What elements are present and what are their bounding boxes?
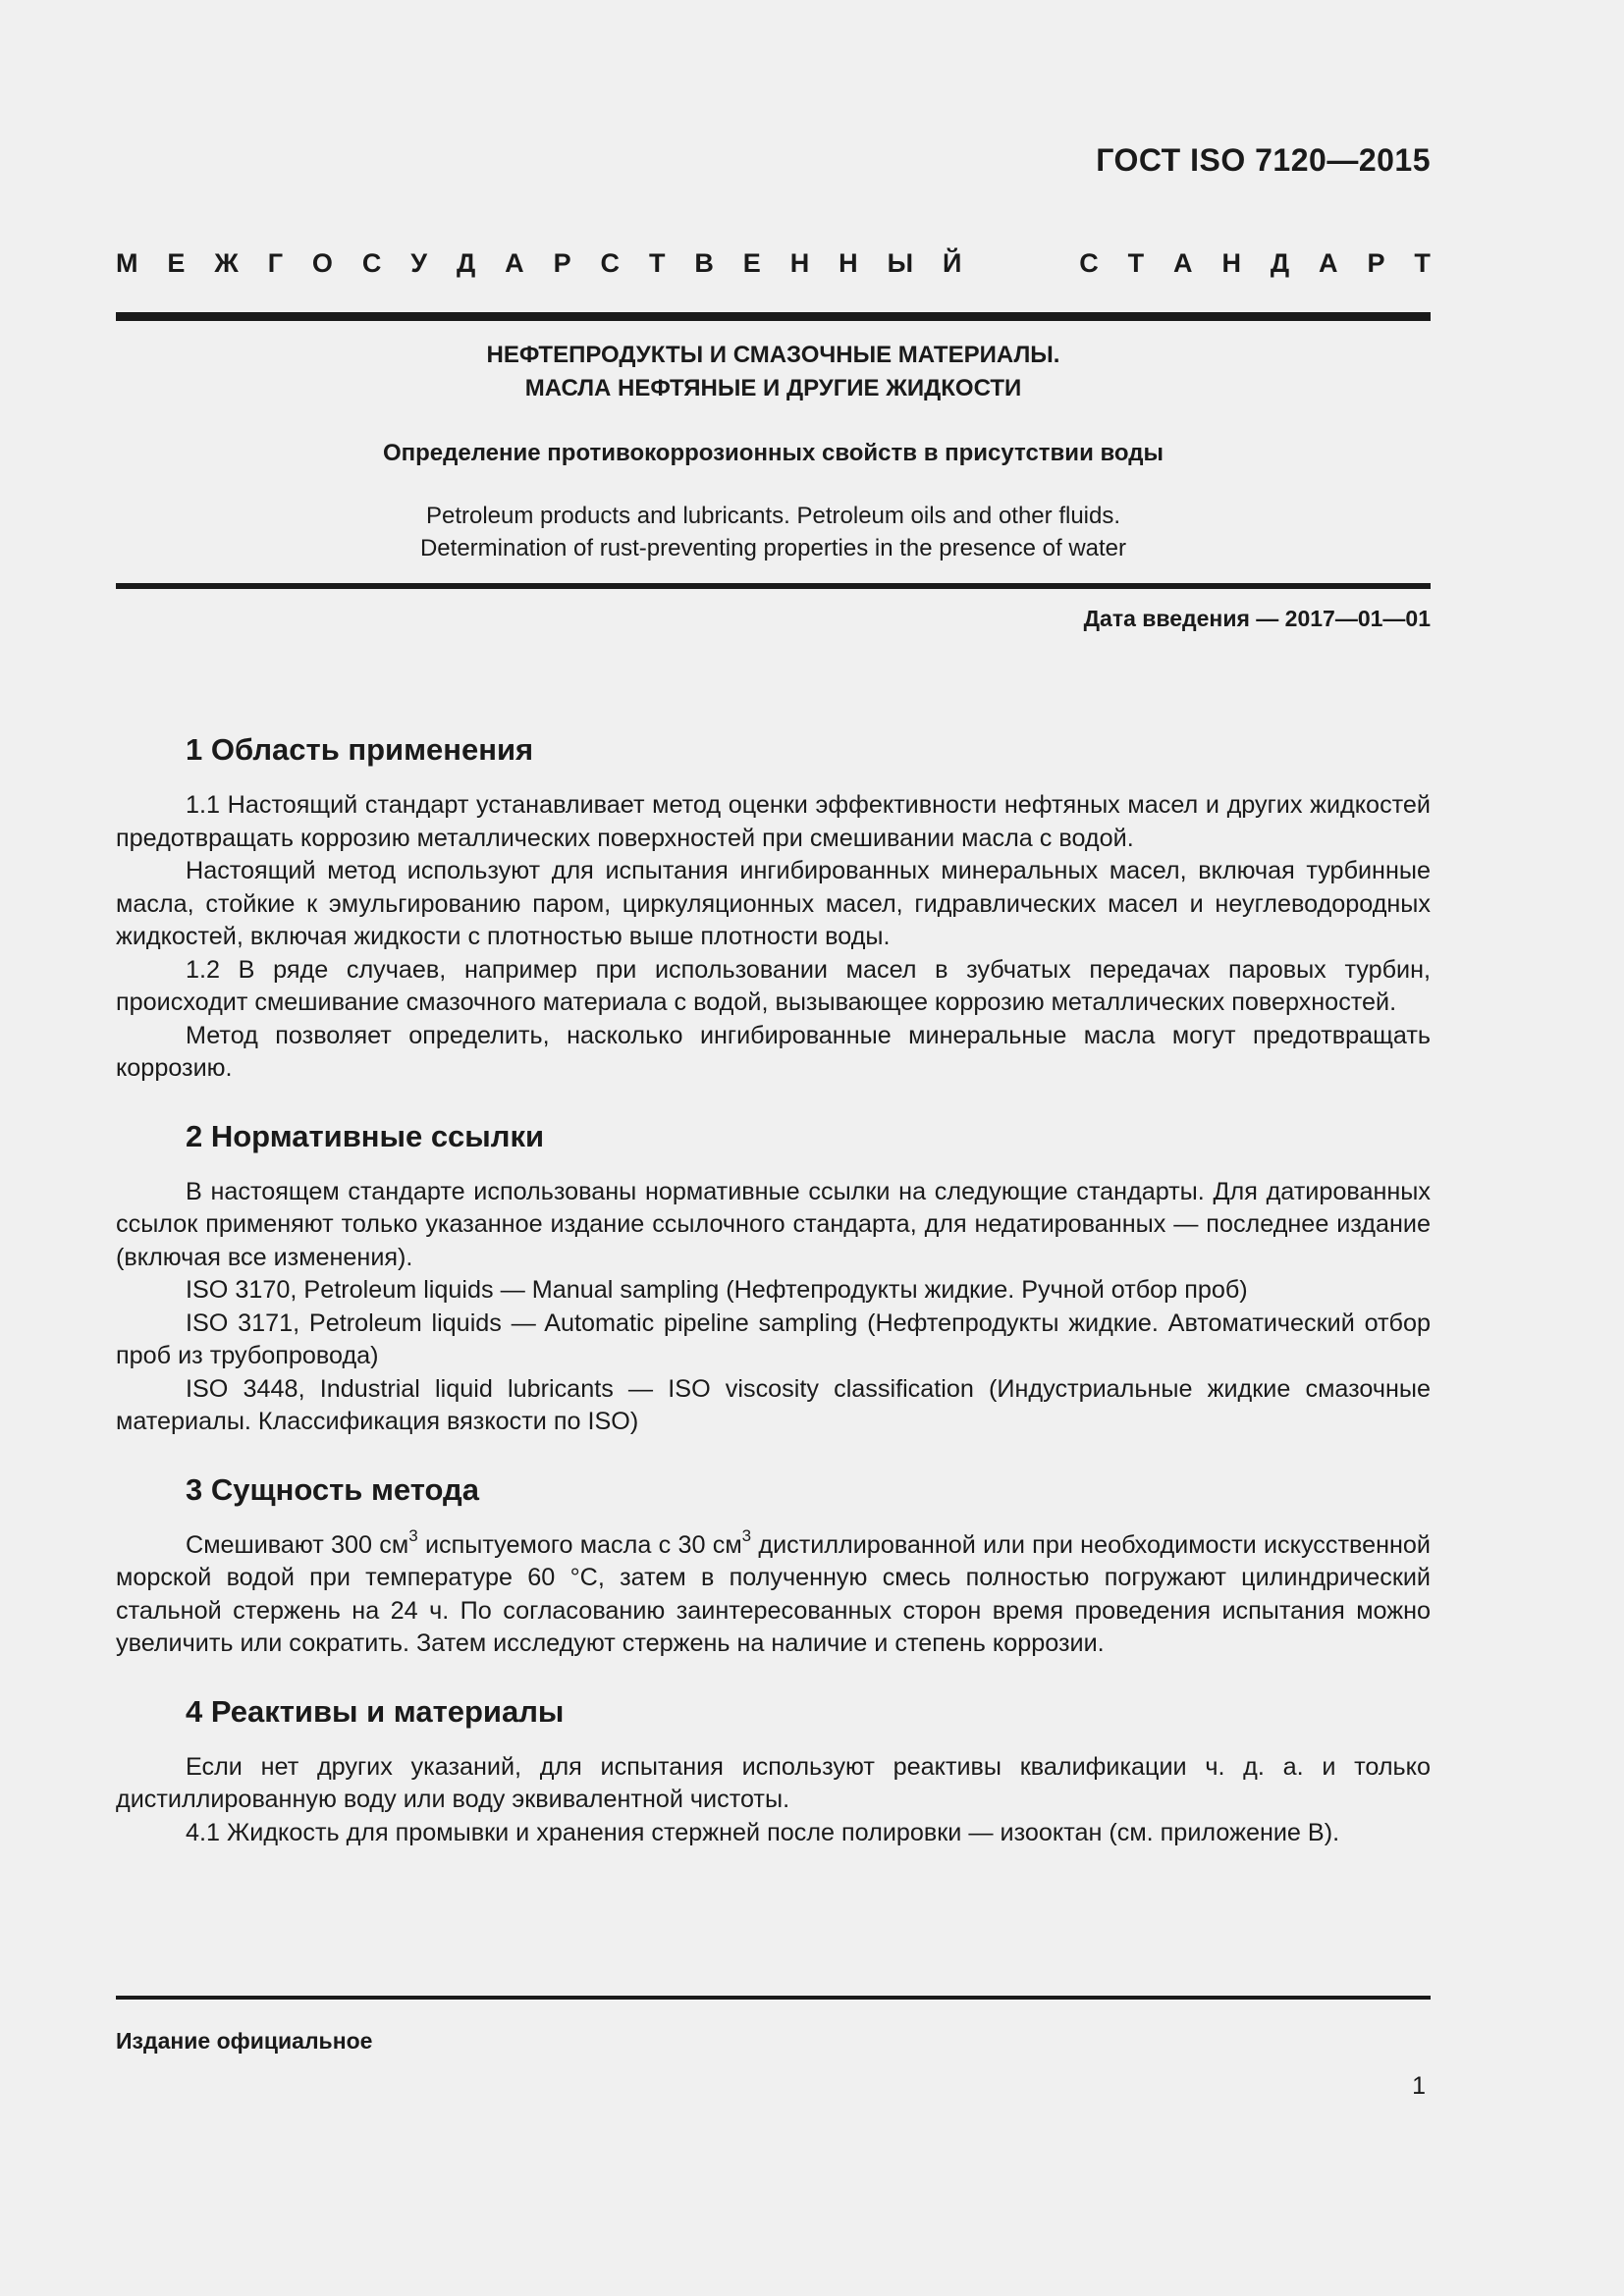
page-number: 1 — [1412, 2072, 1426, 2100]
paragraph: 1.2 В ряде случаев, например при использовании масел в зубчатых передачах паровых турбин, происходит смешивание смазочного материала с водой, вызывающее коррозию металлических поверхностей. — [116, 955, 1431, 1016]
section-heading: 2 Нормативные ссылки — [186, 1118, 545, 1153]
standard-type-letter: С — [361, 248, 382, 278]
document-title-ru — [116, 339, 1431, 405]
text-run: испытуемого масла с 30 см — [417, 1530, 742, 1559]
reference-item: ISO 3171, Petroleum liquids — Automatic pipeline sampling (Нефтепродукты жидкие. Автоматический отбор проб из трубопровода) — [116, 1308, 1431, 1369]
introduction-date: Дата введения — 2017—01—01 — [1083, 606, 1431, 631]
word-gap — [991, 245, 1050, 281]
standard-type-letter: А — [1173, 248, 1193, 278]
top-divider — [116, 312, 1431, 321]
standard-type-letter: У — [410, 248, 428, 278]
section-heading: 3 Сущность метода — [186, 1471, 479, 1507]
paragraph: Если нет других указаний, для испытания используют реактивы квалификации ч. д. а. и только дистиллированную воду или воду эквивалентной чистоты. — [116, 1752, 1431, 1813]
reference-item: ISO 3448, Industrial liquid lubricants — ISO viscosity classification (Индустриальные жидкие смазочные материалы. Классификация вязкости по ISO) — [116, 1374, 1431, 1435]
standard-type-letter: Т — [1414, 248, 1431, 278]
standard-type-letter: А — [505, 248, 524, 278]
section-method-essence — [116, 1468, 1431, 1661]
standard-type-letter: Д — [457, 248, 476, 278]
title-divider — [116, 583, 1431, 589]
footer-divider — [116, 1996, 1431, 2000]
paragraph: 1.1 Настоящий стандарт устанавливает метод оценки эффективности нефтяных масел и других жидкостей предотвращать коррозию металлических поверхностей при смешивании масла с водой. — [116, 791, 1431, 852]
standard-type-letter: Р — [553, 248, 571, 278]
standard-type-heading — [116, 245, 1431, 281]
standard-type-letter: С — [1079, 248, 1099, 278]
standard-type-letter: Т — [1127, 248, 1145, 278]
title-ru-line: МАСЛА НЕФТЯНЫЕ И ДРУГИЕ ЖИДКОСТИ — [524, 375, 1022, 401]
title-en-line: Petroleum products and lubricants. Petroleum oils and other fluids. — [425, 503, 1121, 529]
standard-type-letter: О — [311, 248, 333, 278]
standard-type-letter: Й — [942, 248, 962, 278]
paragraph: Настоящий метод используют для испытания ингибированных минеральных масел, включая турбинные масла, стойкие к эмульгированию паром, циркуляционных масел, гидравлических масел и неуглеводородных жидкостей, включая жидкости с плотностью выше плотности воды. — [116, 857, 1431, 950]
standard-type-letter: М — [116, 248, 138, 278]
document-body — [116, 728, 1431, 1879]
standard-type-letter: Р — [1367, 248, 1385, 278]
standard-type-letter: Ы — [887, 248, 914, 278]
standard-type-letter: Е — [167, 248, 186, 278]
document-title-en — [116, 500, 1431, 564]
standard-type-letter: Т — [648, 248, 666, 278]
official-edition-label: Издание официальное — [116, 2028, 373, 2054]
text-run: Смешивают 300 см — [186, 1530, 409, 1559]
standard-type-letter: Н — [1221, 248, 1241, 278]
standard-type-letter: Н — [839, 248, 858, 278]
title-ru-line: НЕФТЕПРОДУКТЫ И СМАЗОЧНЫЕ МАТЕРИАЛЫ. — [486, 342, 1060, 368]
document-subtitle-ru: Определение противокоррозионных свойств в присутствии воды — [382, 440, 1164, 466]
superscript: 3 — [408, 1526, 418, 1546]
paragraph: 4.1 Жидкость для промывки и хранения стержней после полировки — изооктан (см. приложение В). — [186, 1818, 1340, 1846]
document-number: ГОСТ ISO 7120—2015 — [1096, 142, 1431, 178]
section-reagents — [116, 1690, 1431, 1850]
reference-item: ISO 3170, Petroleum liquids — Manual sampling (Нефтепродукты жидкие. Ручной отбор проб) — [186, 1276, 1248, 1304]
paragraph: В настоящем стандарте использованы нормативные ссылки на следующие стандарты. Для датированных ссылок применяют только указанное издание ссылочного стандарта, для недатированных — последнее издание (включая все изменения). — [116, 1177, 1431, 1271]
title-en-line: Determination of rust-preventing properties in the presence of water — [419, 535, 1127, 561]
section-normative-references — [116, 1115, 1431, 1439]
standard-type-letter: В — [694, 248, 714, 278]
section-scope — [116, 728, 1431, 1086]
section-heading: 1 Область применения — [186, 732, 534, 767]
standard-type-letter: Г — [267, 248, 283, 278]
standard-type-letter: А — [1319, 248, 1338, 278]
paragraph: Метод позволяет определить, насколько ингибированные минеральные масла могут предотвращать коррозию. — [116, 1021, 1431, 1082]
section-heading: 4 Реактивы и материалы — [186, 1693, 565, 1729]
standard-type-letter: Ж — [214, 248, 239, 278]
standard-type-letter: Н — [789, 248, 810, 278]
standard-type-letter: Е — [742, 248, 761, 278]
paragraph — [116, 1526, 1431, 1661]
standard-type-letter: С — [600, 248, 621, 278]
text-run: дистиллированной или при необходимости искусственной морской водой при температуре 60 °С, затем в полученную смесь полностью погружают цилиндрический стальной стержень на 24 ч. По согласованию заинтересованных сторон время проведения испытания можно увеличить или сократить. Затем исследуют стержень на наличие и степень коррозии. — [116, 1530, 1431, 1657]
standard-type-letter: Д — [1270, 248, 1290, 278]
superscript: 3 — [741, 1526, 752, 1546]
